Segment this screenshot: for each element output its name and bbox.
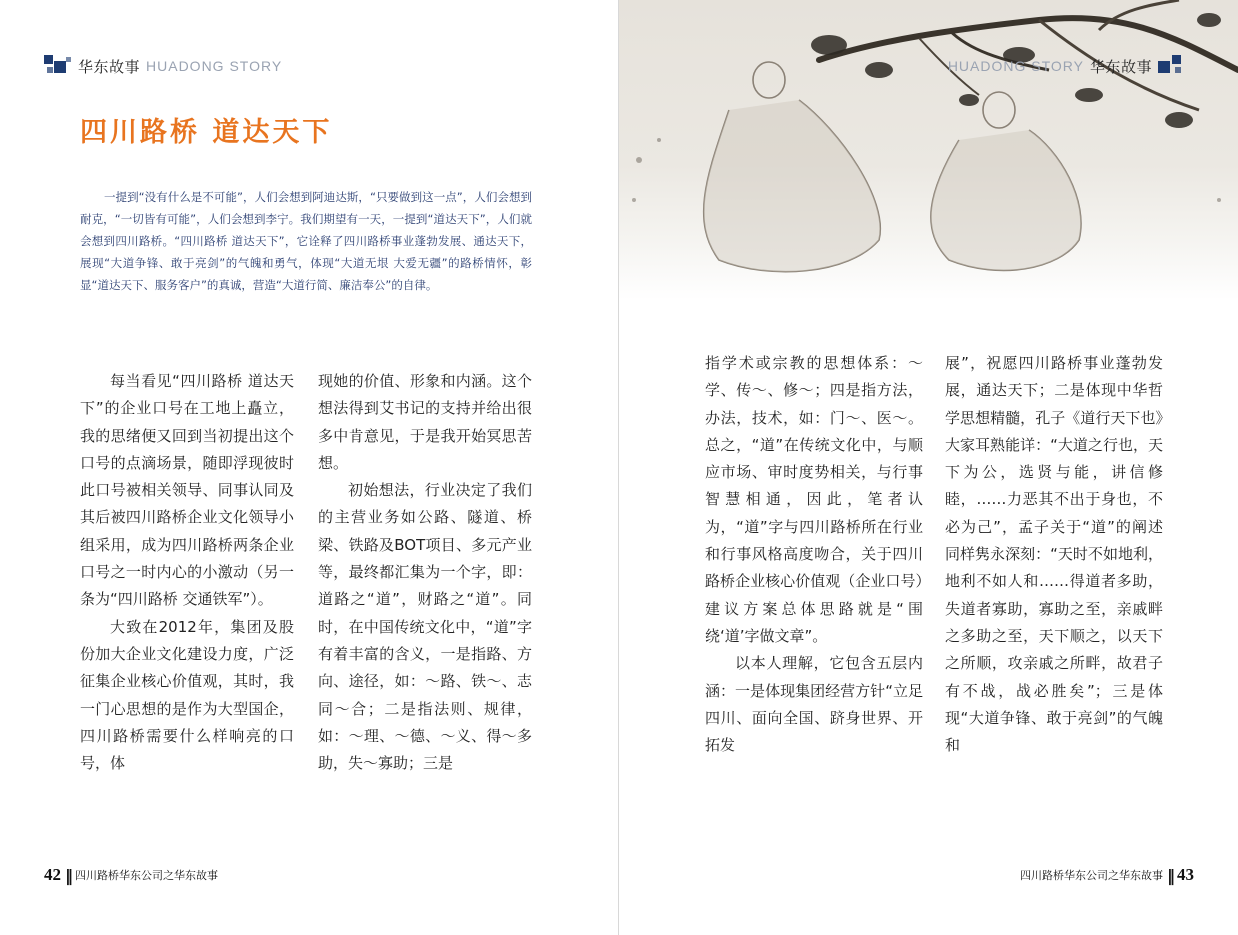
header-en: HUADONG STORY xyxy=(947,58,1084,74)
column-3 xyxy=(705,350,923,759)
footer-divider: ‖ xyxy=(65,865,71,885)
paragraph: 指学术或宗教的思想体系：～学、传～、修～；四是指方法，办法，技术，如：门～、医～。总之，“道”在传统文化中，与顺应市场、审时度势相关，与行事智慧相通，因此，笔者认为，“道”字与四川路桥所在行业和行事风格高度吻合，关于四川路桥企业核心价值观（企业口号）建议方案总体思路就是“围绕‘道’字做文章”。 xyxy=(705,354,923,645)
column-4 xyxy=(945,350,1163,759)
column-2 xyxy=(318,368,532,777)
paragraph: 以本人理解，它包含五层内涵：一是体现集团经营方针“立足四川、面向全国、跻身世界、开拓发 xyxy=(705,654,923,755)
footer-right xyxy=(1020,865,1194,885)
header-left xyxy=(44,55,282,77)
footer-text: 四川路桥华东公司之华东故事 xyxy=(75,869,218,882)
paragraph: 大致在2012年，集团及股份加大企业文化建设力度，广泛征集企业核心价值观，其时，我一门心思想的是作为大型国企，四川路桥需要什么样响亮的口号，体 xyxy=(80,617,294,773)
brand-logo-icon xyxy=(1158,55,1186,77)
footer-left xyxy=(44,865,218,885)
footer-text: 四川路桥华东公司之华东故事 xyxy=(1020,869,1163,882)
paragraph: 每当看见“四川路桥 道达天下”的企业口号在工地上矗立，我的思绪便又回到当初提出这个口号的点滴场景，随即浮现彼时此口号被相关领导、同事认同及其后被四川路桥企业文化领导小组采用，成为四川路桥两条企业口号之一时内心的小激动（另一条为“四川路桥 交通铁军”）。 xyxy=(80,372,294,609)
page-number: 42 xyxy=(44,865,61,884)
paragraph: 现她的价值、形象和内涵。这个想法得到艾书记的支持并给出很多中肯意见，于是我开始冥思苦想。 xyxy=(318,372,532,472)
footer-divider: ‖ xyxy=(1167,865,1173,885)
header-en: HUADONG STORY xyxy=(146,58,283,74)
paragraph: 展”，祝愿四川路桥事业蓬勃发展，通达天下；二是体现中华哲学思想精髓，孔子《道行天下也》大家耳熟能详：“大道之行也，天下为公，选贤与能，讲信修睦，……力恶其不出于身也，不必为己”，孟子关于“道”的阐述同样隽永深刻：“天时不如地利，地利不如人和……得道者多助，失道者寡助，寡助之至，亲戚畔之多助之至，天下顺之，以天下之所顺，攻亲戚之所畔，故君子有不战，战必胜矣”；三是体现“大道争锋、敢于亮剑”的气魄和 xyxy=(945,354,1163,755)
header-cn: 华东故事 xyxy=(1089,57,1152,76)
article-title: 四川路桥 道达天下 xyxy=(80,117,333,148)
page-right xyxy=(619,0,1238,935)
article-intro: 一提到“没有什么是不可能”，人们会想到阿迪达斯，“只要做到这一点”，人们会想到耐克，“一切皆有可能”，人们会想到李宁。我们期望有一天，一提到“道达天下”，人们就会想到四川路桥。“四川路桥 道达天下”，它诠释了四川路桥事业蓬勃发展、通达天下，展现“大道争锋、敢于亮剑”的气魄和勇气，体现“大道无垠 大爱无疆”的路桥情怀，彰显“道达天下、服务客户”的真诚，营造“大道行简、廉洁奉公”的自律。 xyxy=(80,190,532,292)
paragraph: 初始想法，行业决定了我们的主营业务如公路、隧道、桥梁、铁路及BOT项目、多元产业等，最终都汇集为一个字，即：道路之“道”，财路之“道”。同时，在中国传统文化中，“道”字有着丰富的含义，一是指路、方向、途径，如：～路、铁～、志同～合；二是指法则、规律，如：～理、～德、～义、得～多助，失～寡助；三是 xyxy=(318,481,532,773)
brand-logo-icon xyxy=(44,55,72,77)
header-cn: 华东故事 xyxy=(78,57,141,76)
header-right xyxy=(948,55,1186,77)
ink-painting-svg xyxy=(619,0,1238,300)
column-1 xyxy=(80,368,294,777)
page-number: 43 xyxy=(1177,865,1194,884)
ink-painting-image xyxy=(619,0,1238,300)
